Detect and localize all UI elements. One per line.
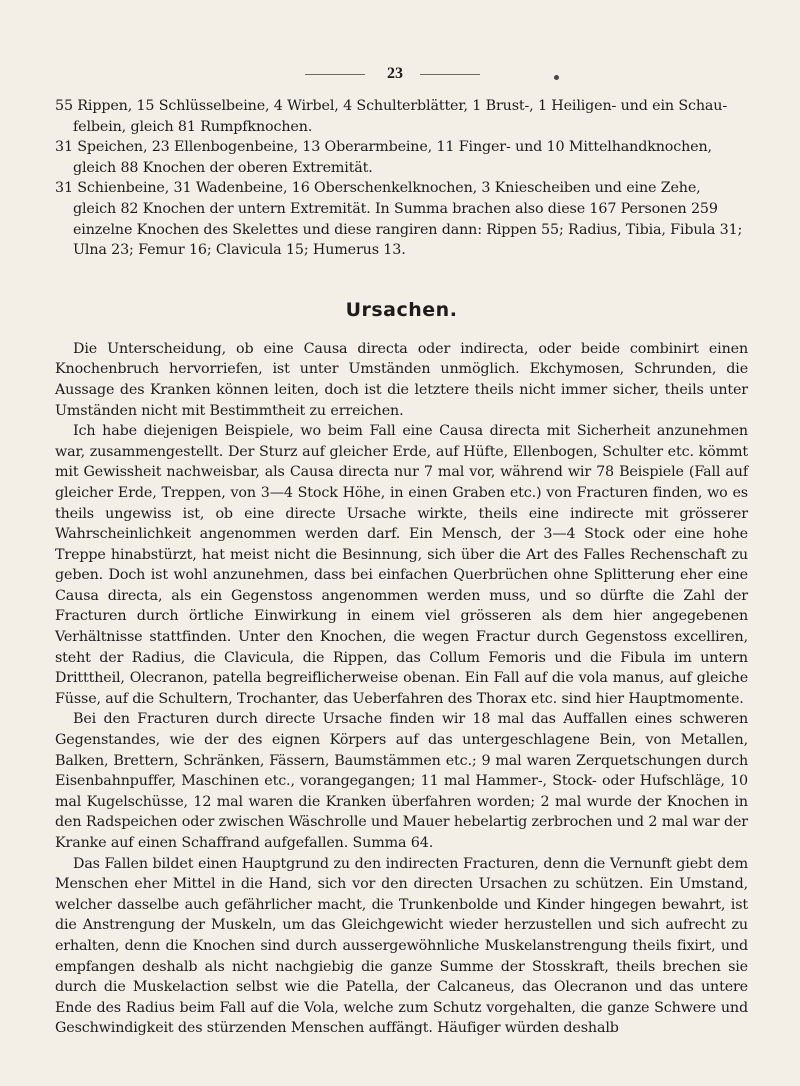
bone-inventory bbox=[55, 96, 748, 261]
section-heading: Ursachen. bbox=[345, 298, 458, 321]
paragraph: Ich habe diejenigen Beispiele, wo beim Fall eine Causa directa mit Sicherheit anzunehmen war, zusammengestellt. Der Sturz auf gleicher Erde, auf Hüfte, Ellenbogen, Schulter etc. kömmt mit Gewissheit nachweisbar, als Causa directa nur 7 mal vor, während wir 78 Beispiele (Fall auf gleicher Erde, Treppen, von 3—4 Stock Höhe, in einen Graben etc.) von Fracturen finden, wo es theils ungewiss ist, ob eine directe Ursache wirkte, theils eine indirecte mit grösserer Wahrscheinlichkeit angenommen werden darf. Ein Mensch, der 3—4 Stock oder eine hohe Treppe hinabstürzt, hat meist nicht die Besinnung, sich über die Art des Falles Rechenschaft zu geben. Doch ist wohl anzunehmen, dass bei einfachen Querbrüchen ohne Splitterung eher eine Causa directa, als ein Gegenstoss angenommen werden muss, und so dürfte die Zahl der Fracturen durch örtliche Einwirkung in einem viel grösseren als dem hier angegebenen Verhältnisse stattfinden. Unter den Knochen, die wegen Fractur durch Gegenstoss excelliren, steht der Radius, die Clavicula, die Rippen, das Collum Femoris und die Fibula im untern Dritttheil, Olecranon, patella begreiflicherweise obenan. Ein Fall auf die vola manus, auf gleiche Füsse, auf die Schultern, Trochanter, das Ueberfahren des Thorax etc. sind hier Hauptmomente. bbox=[55, 423, 748, 707]
page-number: 23 bbox=[387, 65, 403, 82]
printing-speck bbox=[554, 75, 559, 80]
inventory-lower-extremity: 31 Schienbeine, 31 Wadenbeine, 16 Oberschenkelknochen, 3 Kniescheiben und eine Zehe, gleich 82 Knochen der untern Extremität. In Summa brachen also diese 167 Personen 259 einzelne Knochen des Skelettes und diese rangiren dann: Rippen 55; Radius, Tibia, Fibula 31; Ulna 23; Femur 16; Clavicula 15; Humerus 13. bbox=[55, 180, 743, 259]
paragraph: Das Fallen bildet einen Hauptgrund zu den indirecten Fracturen, denn die Vernunft giebt dem Menschen eher Mittel in die Hand, sich vor den directen Ursachen zu schützen. Ein Umstand, welcher dasselbe auch gefährlicher macht, die Trunkenbolde und Kinder hingegen bewahrt, ist die Anstrengung der Muskeln, um das Gleichgewicht wieder herzustellen und sich aufrecht zu erhalten, denn die Knochen sind durch aussergewöhnliche Muskelanstrengung theils fixirt, und empfangen deshalb als nicht nachgiebig die ganze Summe der Stosskraft, theils brechen sie durch die Muskelaction selbst wie die Patella, der Calcaneus, das Olecranon und das untere Ende des Radius beim Fall auf die Vola, welche zum Schutz vorgehalten, die ganze Schwere und Geschwindigkeit des stürzenden Menschen auffängt. Häufiger würden deshalb bbox=[55, 855, 748, 1037]
paragraph: Die Unterscheidung, ob eine Causa directa oder indirecta, oder beide combinirt einen Knochenbruch hervorriefen, ist unter Umständen unmöglich. Ekchymosen, Schrunden, die Aussage des Kranken können leiten, doch ist die letztere theils nicht immer sicher, theils unter Umständen nicht mit Bestimmtheit zu erreichen. bbox=[55, 340, 748, 419]
header-rule-left bbox=[305, 74, 365, 75]
inventory-trunk-bones: 55 Rippen, 15 Schlüsselbeine, 4 Wirbel, 4 Schulterblätter, 1 Brust-, 1 Heiligen- und ein Schaufelbein, gleich 81 Rumpfknochen. bbox=[55, 98, 728, 135]
page-content bbox=[55, 96, 748, 1039]
paragraph: Bei den Fracturen durch directe Ursache finden wir 18 mal das Auffallen eines schweren Gegenstandes, wie der des eignen Körpers auf das untergeschlagene Bein, von Metallen, Balken, Brettern, Schränken, Fässern, Baumstämmen etc.; 9 mal waren Zerquetschungen durch Eisenbahnpuffer, Maschinen etc., vorangegangen; 11 mal Hammer-, Stock- oder Hufschläge, 10 mal Kugelschüsse, 12 mal waren die Kranken überfahren worden; 2 mal wurde der Knochen in den Radspeichen oder zwischen Wäschrolle und Mauer hebelartig zerbrochen und 2 mal war der Kranke auf einen Schaffrand aufgefallen. Summa 64. bbox=[55, 711, 748, 851]
inventory-upper-extremity: 31 Speichen, 23 Ellenbogenbeine, 13 Oberarmbeine, 11 Finger- und 10 Mittelhandknochen, gleich 88 Knochen der oberen Extremität. bbox=[55, 139, 712, 176]
page-header bbox=[0, 64, 800, 84]
section-body bbox=[55, 339, 748, 1039]
header-rule-right bbox=[420, 74, 480, 75]
